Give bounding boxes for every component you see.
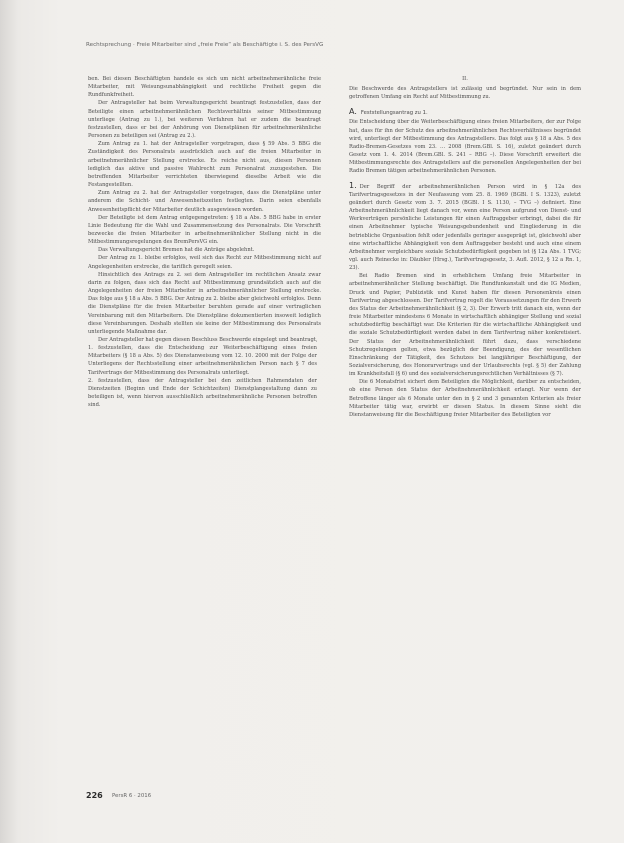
section-title: Feststellungsantrag zu 1. [360, 110, 428, 117]
paragraph: Das Verwaltungsgericht Bremen hat die Anträge abgelehnt. [98, 247, 255, 254]
paragraph-number: 1. [349, 180, 357, 190]
section-letter: A. [349, 107, 357, 117]
page-number: 226 [86, 791, 103, 800]
paragraph: Die 6 Monatsfrist sichert dem Beteiligten die Möglichkeit, darüber zu entscheiden, ob eine Person den Status der Arbeitnehmerähnlichkeit erlangt. Nur wenn der Betroffene länger als 6 Monate unter den in § 2 und 3 genannten Kriterien als freier Mitarbeiter tätig war, erwirbt er diesen Status. In diesem Sinne sieht die Dienstanweisung für die Beschäftigung freier Mitarbeiter des Beteiligten vor [349, 379, 581, 418]
journal-name: PersR 6 · 2016 [112, 793, 152, 799]
running-head: Rechtsprechung · Freie Mitarbeiter sind „freie Freie“ als Beschäftigte i. S. des PersVG [86, 42, 324, 48]
paragraph: Bei Radio Bremen sind in erheblichem Umfang freie Mitarbeiter in arbeitnehmerähnlicher Stellung beschäftigt. Die Rundfunkanstalt und die IG Medien, Druck und Papier, Publizistik und Kunst haben für diesen Personenkreis einen Tarifvertrag abgeschlossen. Der Tarifvertrag regelt die Voraussetzungen für den Erwerb des Status der Arbeitnehmerähnlichkeit (§ 2, 3). Der Erwerb tritt danach ein, wenn der freie Mitarbeiter mindestens 6 Monate in wirtschaftlich abhängiger Stellung und sozial schutzbedürftig beschäftigt war. Die Kriterien für die wirtschaftliche Abhängigkeit und die soziale Schutzbedürftigkeit werden dabei in dem Tarifvertrag näher konkretisiert. Der Status der Arbeitnehmerähnlichkeit führt dazu, dass verschiedene Schutzregelungen gelten, etwa bezüglich der Beendigung, des der wesentlichen Einschränkung der Tätigkeit, des Schutzes bei langjähriger Beschäftigung, der Sozialversicherung, des Honorarvertrags und der Urlaubsrechts (vgl. § 5) der Zahlung im Krankheitsfall (§ 6) und des sozialversicherungsrechtlichen Verhältnisses (§ 7). [349, 273, 581, 378]
paragraph: Der Beteiligte ist dem Antrag entgegengetreten: § 18 a Abs. 5 BBG habe in erster Linie Bedeutung für die Wahl und Zusammensetzung des Personalrats. Die Vorschrift bezwecke die freien Mitarbeiter in arbeitnehmerähnlicher Stellung nicht in die Mitbestimmungsregelungen des BremPersVG ein. [88, 214, 321, 246]
paragraph: Die Entscheidung über die Weiterbeschäftigung eines freien Mitarbeiters, der zur Folge hat, dass für ihn der Schutz des arbeitnehmerähnlichen Rechtsverhältnisses begründet wird, unterliegt der Mitbestimmung des Antragstellers. Das folgt aus § 18 a Abs. 5 des Radio-Bremen-Gesetzes vom 23. … 2008 (Brem.GBl. S. 16), zuletzt geändert durch Gesetz vom 1. 4. 2014 (Brem.GBl. S. 241 – RBG –). Diese Vorschrift erweitert die Mitbestimmungsrechte des Antragstellers auf die personellen Angelegenheiten der bei Radio Bremen tätigen arbeitnehmerähnlichen Personen. [349, 119, 581, 175]
section-heading [349, 107, 581, 118]
paragraph: Der Antragsteller hat beim Verwaltungsgericht beantragt festzustellen, dass der Beteiligte einen arbeitnehmerähnlichen Rechtsverhältnis seiner Mitbestimmung unterliege (Antrag zu 1.), bei weiteren Verfahren hat er zudem die beantragt festzustellen, dass er bei der Anhörung von Dienstplänen für arbeitnehmerähnliche Personen zu beteiligen sei (Antrag zu 2.). [88, 100, 321, 140]
paragraph: Die Beschwerde des Antragstellers ist zulässig und begründet. Nur sein in dem getroffenen Umfang ein Recht auf Mitbestimmung zu. [349, 86, 581, 101]
paragraph: Der Antrag zu 1. bleibe erfolglos, weil sich das Recht zur Mitbestimmung nicht auf Angelegenheiten erstrecke, die tariflich geregelt seien. [88, 255, 321, 270]
paragraph: ben. Bei diesen Beschäftigten handele es sich um nicht arbeitnehmerähnliche freie Mitarbeiter, mit Weisungsunabhängigkeit und rechtliche Freiheit gegen die Rundfunkfreiheit. [88, 76, 321, 99]
paragraph: Zum Antrag zu 2. hat der Antragsteller vorgetragen, dass die Dienstpläne unter anderem die Schicht- und Anwesenheitszeiten festlegten. Darin seien ebenfalls Anwesenheitspflicht der Mitarbeiter deutlich ausgewiesen worden. [88, 190, 321, 213]
numbered-paragraph [349, 182, 581, 273]
left-column [88, 75, 321, 409]
paragraph: Hinsichtlich des Antrags zu 2. sei dem Antragsteller im rechtlichen Ansatz zwar darin zu folgen, dass sich das Recht auf Mitbestimmung grundsätzlich auch auf die Angelegenheiten der freien Mitarbeiter in arbeitnehmerähnlicher Stellung erstrecke. Das folge aus § 18 a Abs. 5 BBG. Der Antrag zu 2. bleibe aber gleichwohl erfolglos. Denn die Dienstpläne für die freien Mitarbeiter beruhten gerade auf einer vertraglichen Vereinbarung mit den Mitarbeitern. Die Dienstpläne dokumentierten insoweit lediglich diese Vereinbarungen. Deshalb stellten sie keine der Mitbestimmung des Personalrats unterliegende Maßnahme dar. [88, 271, 321, 335]
paragraph-text: Der Begriff der arbeitnehmerähnlichen Person wird in § 12a des Tarifvertragsgesetzes in der Neufassung vom 25. 8. 1969 (BGBl. I S. 1323), zuletzt geändert durch Gesetz vom 3. 7. 2015 (BGBl. I S. 1130, – TVG –) definiert. Eine Arbeitnehmerähnlichkeit liegt danach vor, wenn eine Person aufgrund von Dienst- und Werkverträgen persönliche Leistungen für einen Auftraggeber erbringt, dabei die für einen Arbeitnehmer typische Weisungsgebundenheit und Eingliederung in die betriebliche Organisation fehlt oder jedenfalls geringer ausgeprägt ist, gleichwohl aber eine wirtschaftliche Abhängigkeit von dem Auftraggeber besteht und auch eine einem Arbeitnehmer vergleichbare soziale Schutzbedürftigkeit gegeben ist (§ 12a Abs. 1 TVG; vgl. auch Reinecke in: Däubler (Hrsg.), Tarifvertragsgesetz, 3. Aufl. 2012, § 12 a Rn. 1, 23). [349, 183, 581, 272]
list-item: 2. festzustellen, dass der Antragsteller bei den zeitlichen Rahmendaten der Dienstzeiten (Beginn und Ende der Schichtzeiten) Dienstplangestaltung dann zu beteiligen ist, wenn hiervon ausschließlich arbeitnehmerähnliche Personen betroffen sind. [88, 377, 317, 409]
section-numeral: II. [462, 76, 468, 82]
paragraph: Der Antragsteller hat gegen diesen Beschluss Beschwerde eingelegt und beantragt, [98, 337, 318, 343]
list-item: 1. festzustellen, dass die Entscheidung zur Weiterbeschäftigung eines freien Mitarbeiters (§ 18 a Abs. 5) des Dienstanweisung vom 12. 10. 2000 mit der Folge der Unterliegens der Rechtsstellung einer arbeitnehmerähnlichen Person nach § 7 des Tarifvertrags der Mitbestimmung des Personalrats unterliegt. [88, 345, 317, 376]
paragraph: Zum Antrag zu 1. hat der Antragsteller vorgetragen, dass § 59 Abs. 5 BBG die Zuständigkeit des Personalrats ausdrücklich auch auf die freien Mitarbeiter in arbeitnehmerähnlicher Stellung erstrecke. Es reiche nicht aus, diesen Personen lediglich das aktive und passive Wahlrecht zum Personalrat zuzugestehen. Die betreffenden Mitarbeiter verrichteten überwiegend dieselbe Arbeit wie die Festangestellten. [88, 141, 321, 189]
right-column [349, 75, 581, 419]
